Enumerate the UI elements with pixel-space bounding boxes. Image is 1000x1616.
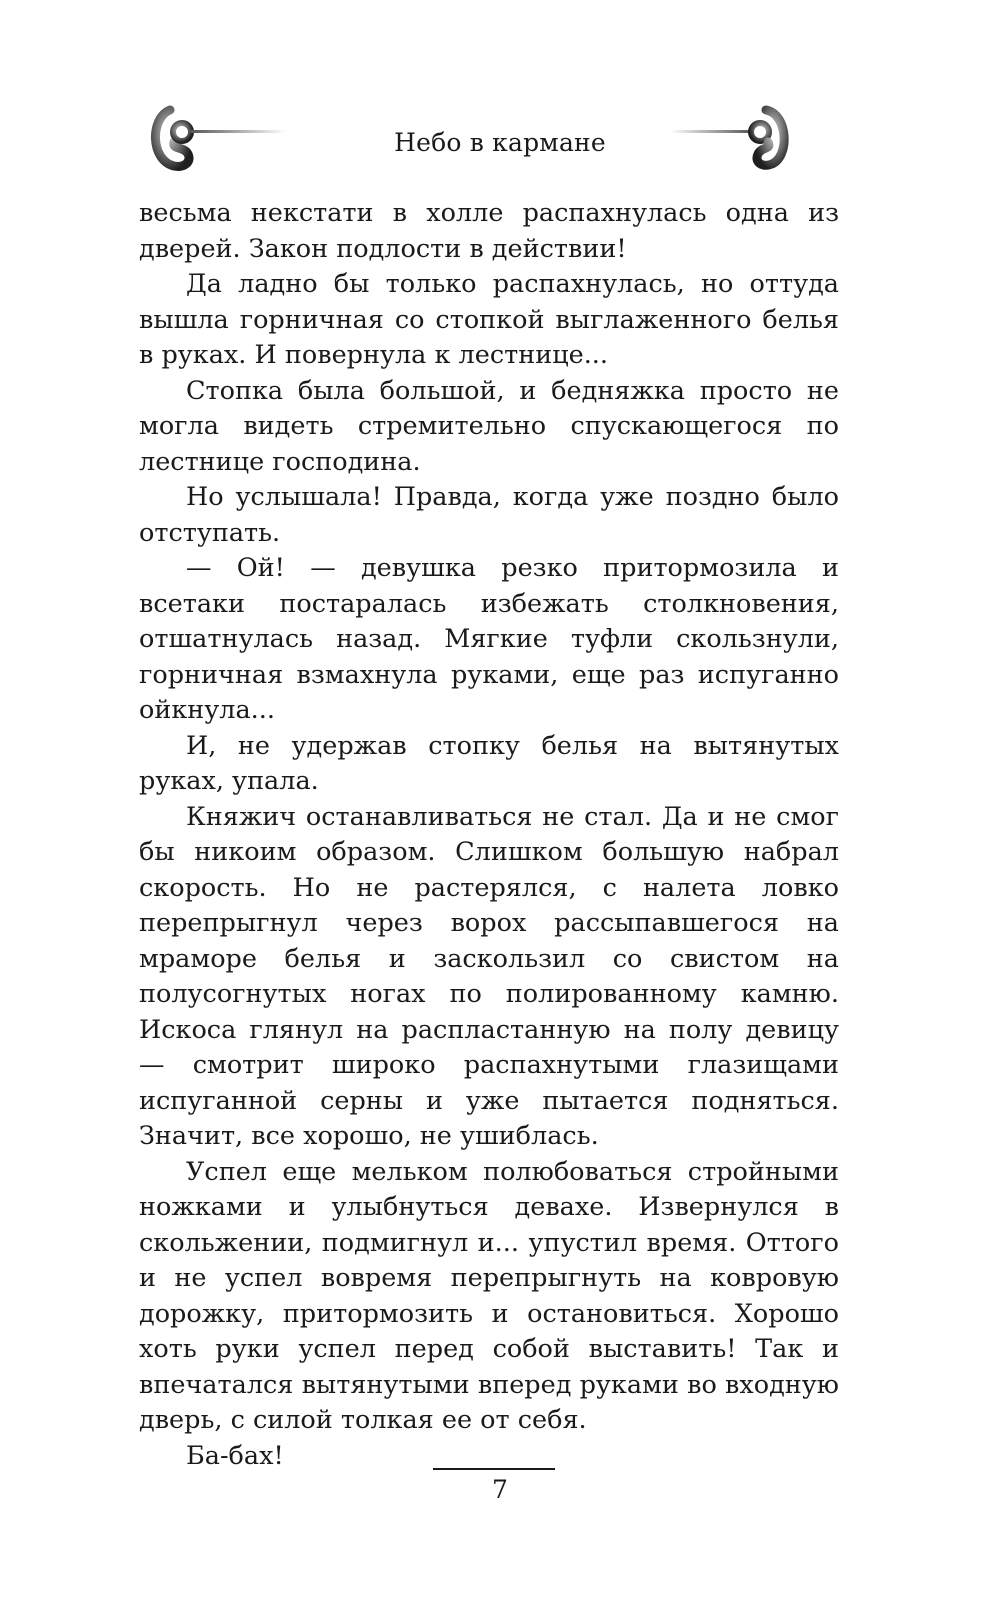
paragraph-4: Но услышала! Правда, когда уже поздно было отступать. xyxy=(139,482,839,548)
running-head-title: Небо в кармане xyxy=(394,128,606,157)
ring-hook-ornament-right-icon xyxy=(668,100,808,180)
paragraph-1: весьма некстати в холле распахнулась одна из дверей. Закон подлости в действии! xyxy=(139,198,839,264)
page-header xyxy=(0,100,1000,180)
paragraph-3: Стопка была большой, и бедняжка просто не могла видеть стремительно спускающегося по лестнице господина. xyxy=(139,375,839,477)
paragraph-5: — Ой! — девушка резко притормозила и всетаки постаралась избежать столкновения, отшатнулась назад. Мягкие туфли скользнули, горничная взмахнула руками, еще раз испуганно ойкнула... xyxy=(139,553,839,725)
paragraph-2: Да ладно бы только распахнулась, но оттуда вышла горничная со стопкой выглаженного белья в руках. И повернула к лестнице... xyxy=(139,269,839,370)
paragraph-9: Ба-бах! xyxy=(186,1440,284,1471)
paragraph-8: Успел еще мельком полюбоваться стройными ножками и улыбнуться девахе. Извернулся в скольжении, подмигнул и... упустил время. Оттого и не успел вовремя перепрыгнуть на ковровую дорожку, притормозить и остановиться. Хорошо хоть руки успел перед собой выставить! Так и впечатался вытянутыми вперед руками во входную дверь, с силой толкая ее от себя. xyxy=(139,1156,839,1435)
page-body-text xyxy=(139,196,839,1474)
page-number: 7 xyxy=(492,1475,508,1504)
paragraph-7: Княжич останавливаться не стал. Да и не смог бы никоим образом. Слишком большую набрал скорость. Но не растерялся, с налета ловко перепрыгнул через ворох рассыпавшегося на мраморе белья и заскользил со свистом на полусогнутых ногах по полированному камню. Искоса глянул на распластанную на полу девицу — смотрит широко распахнутыми глазищами испуганной серны и уже пытается подняться. Значит, все хорошо, не ушиблась. xyxy=(139,801,839,1151)
paragraph-6: И, не удержав стопку белья на вытянутых руках, упала. xyxy=(139,730,839,796)
page-number-rule xyxy=(433,1468,555,1470)
